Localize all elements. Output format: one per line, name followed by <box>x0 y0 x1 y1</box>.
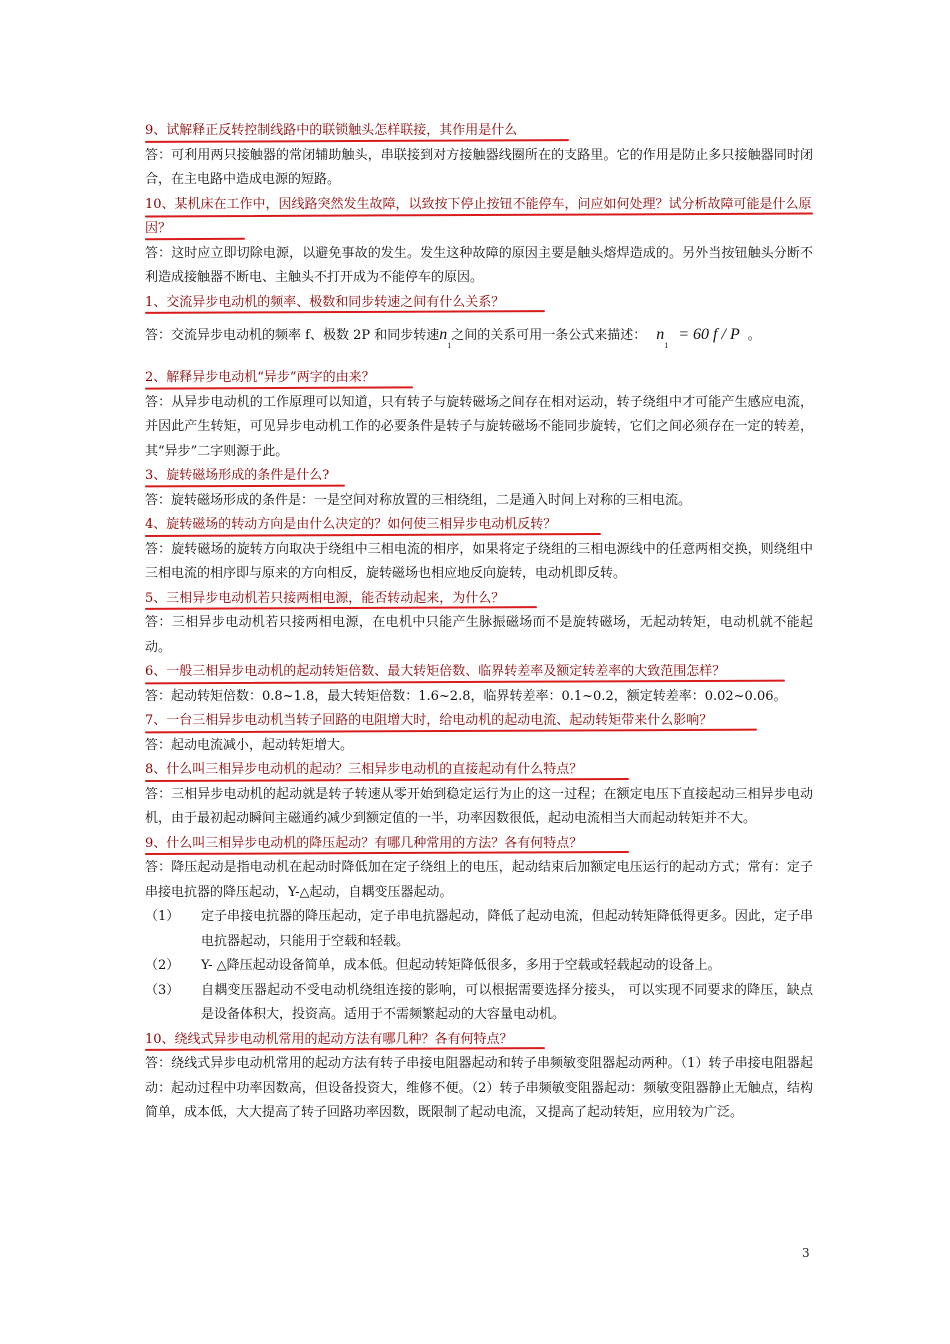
answer-text-start: 答：交流异步电动机的频率 f、极数 2P 和同步转速 <box>145 328 440 343</box>
question-text: 8、什么叫三相异步电动机的起动？三相异步电动机的直接起动有什么特点？ <box>145 762 583 777</box>
variable-n1 <box>439 326 452 350</box>
red-underline <box>145 728 757 733</box>
red-underline <box>145 310 545 314</box>
item-text: Y- △降压起动设备简单，成本低。但起动转矩降低很多，多用于空载或轻载起动的设备上。 <box>201 958 721 973</box>
red-underline <box>145 237 245 239</box>
red-underline <box>145 606 537 610</box>
red-underline <box>145 851 629 855</box>
red-underline <box>145 1047 545 1051</box>
red-underline <box>145 139 569 143</box>
question-heading <box>145 366 813 391</box>
question-heading <box>145 464 813 489</box>
variable-n: n <box>656 326 665 343</box>
question-text: 9、试解释正反转控制线路中的联锁触头怎样联接，其作用是什么 <box>145 123 518 138</box>
question-heading <box>145 1028 813 1053</box>
answer-paragraph: 答：起动电流减小，起动转矩增大。 <box>145 737 354 753</box>
page-number: 3 <box>802 1246 810 1260</box>
answer-paragraph: 答：这时应立即切除电源，以避免事故的发生。发生这种故障的原因主要是触头熔焊造成的。另外当按钮触头分断不利造成接触器不断电、主触头不打开成为不能停车的原因。 <box>145 245 813 285</box>
question-text: 4、旋转磁场的转动方向是由什么决定的？如何使三相异步电动机反转？ <box>145 517 557 532</box>
question-heading <box>145 291 813 316</box>
red-underline <box>145 533 601 537</box>
question-heading <box>145 193 813 242</box>
red-underline <box>145 212 813 217</box>
document-body <box>145 119 813 1126</box>
question-heading <box>145 660 813 685</box>
answer-text-end: 。 <box>747 328 761 343</box>
question-text: 7、一台三相异步电动机当转子回路的电阻增大时，给电动机的起动电流、起动转矩带来什么影响？ <box>145 713 713 728</box>
question-text: 2、解释异步电动机“异步”两字的由来？ <box>145 370 375 385</box>
answer-paragraph: 答：旋转磁场的旋转方向取决于绕组中三相电流的相序，如果将定子绕组的三相电源线中的任意两相交换，则绕组中三相电流的相序即与原来的方向相反，旋转磁场也相应地反向旋转，电动机即反转。 <box>145 541 813 581</box>
question-heading <box>145 587 813 612</box>
numbered-item <box>145 979 813 1028</box>
question-text: 9、什么叫三相异步电动机的降压起动？有哪几种常用的方法？各有何特点？ <box>145 835 583 851</box>
question-heading <box>145 709 813 734</box>
red-underline <box>145 484 345 487</box>
question-text: 1、交流异步电动机的频率、极数和同步转速之间有什么关系？ <box>145 294 505 310</box>
variable-n: n <box>439 326 448 343</box>
red-underline <box>145 679 785 684</box>
question-text: 10、某机床在工作中，因线路突然发生故障，以致按下停止按钮不能停车，问应如何处理？试分析故障可能是什么原因？ <box>145 196 812 236</box>
item-number: （1） <box>145 909 180 924</box>
answer-paragraph: 答：降压起动是指电动机在起动时降低加在定子绕组上的电压，起动结束后加额定电压运行的起动方式；常有：定子串接电抗器的降压起动，Y-△起动，自耦变压器起动。 <box>145 860 813 900</box>
question-heading <box>145 513 813 538</box>
formula-lhs <box>656 326 669 350</box>
question-text: 10、绕线式异步电动机常用的起动方法有哪几种？各有何特点？ <box>145 1031 513 1047</box>
answer-paragraph: 答：起动转矩倍数：0.8~1.8，最大转矩倍数：1.6~2.8，临界转差率：0.1~0.2，额定转差率：0.02~0.06。 <box>145 688 787 704</box>
answer-paragraph: 答：可利用两只接触器的常闭辅助触头，串联接到对方接触器线圈所在的支路里。它的作用是防止多只接触器同时闭合，在主电路中造成电源的短路。 <box>145 147 813 187</box>
question-heading <box>145 832 813 857</box>
red-underline <box>145 777 629 781</box>
numbered-item <box>145 905 813 954</box>
question-text: 6、一般三相异步电动机的起动转矩倍数、最大转矩倍数、临界转差率及额定转差率的大致范围怎样？ <box>145 664 726 679</box>
answer-paragraph: 答：旋转磁场形成的条件是：一是空间对称放置的三相绕组，二是通入时间上对称的三相电流。 <box>145 492 692 508</box>
red-underline <box>145 386 413 389</box>
answer-with-formula <box>145 315 813 366</box>
answer-paragraph: 答：绕线式异步电动机常用的起动方法有转子串接电阻器起动和转子串频敏变阻器起动两种。（1）转子串接电阻器起动：起动过程中功率因数高，但设备投资大，维修不便。（2）转子串频敏变阻器起动：频敏变阻器静止无触点，结构简单，成本低，大大提高了转子回路功率因数，既限制了起动电流，又提高了起动转矩，应用较为广泛。 <box>145 1056 813 1120</box>
item-text: 自耦变压器起动不受电动机绕组连接的影响，可以根据需要选择分接头， 可以实现不同要求的降压，缺点是设备体积大，投资高。适用于不需频繁起动的大容量电动机。 <box>201 982 813 1022</box>
subscript-1: 1 <box>664 341 669 350</box>
question-heading <box>145 119 813 144</box>
answer-paragraph: 答：从异步电动机的工作原理可以知道，只有转子与旋转磁场之间存在相对运动，转子绕组中才可能产生感应电流，并因此产生转矩，可见异步电动机工作的必要条件是转子与旋转磁场不能同步旋转，它们之间必须存在一定的转差，其“异步”二字则源于此。 <box>145 394 813 459</box>
item-text: 定子串接电抗器的降压起动，定子串电抗器起动，降低了起动电流，但起动转矩降低得更多。因此，定子串电抗器起动，只能用于空载和轻载。 <box>201 909 813 949</box>
answer-text-middle: 之间的关系可用一条公式来描述： <box>451 328 647 343</box>
answer-paragraph: 答：三相异步电动机若只接两相电源，在电机中只能产生脉振磁场而不是旋转磁场，无起动转矩，电动机就不能起动。 <box>145 615 813 655</box>
question-text: 3、旋转磁场形成的条件是什么? <box>145 468 330 483</box>
numbered-item <box>145 954 813 979</box>
item-number: （2） <box>145 958 180 973</box>
question-text: 5、三相异步电动机若只接两相电源，能否转动起来，为什么？ <box>145 590 505 606</box>
subscript-1: 1 <box>447 341 452 350</box>
question-heading <box>145 758 813 783</box>
formula-rhs: = 60 f / P <box>674 326 740 343</box>
answer-paragraph: 答：三相异步电动机的起动就是转子转速从零开始到稳定运行为止的这一过程；在额定电压下直接起动三相异步电动机，由于最初起动瞬间主磁通约减少到额定值的一半，功率因数很低，起动电流相当大而起动转矩并不大。 <box>145 786 813 826</box>
item-number: （3） <box>145 982 180 998</box>
